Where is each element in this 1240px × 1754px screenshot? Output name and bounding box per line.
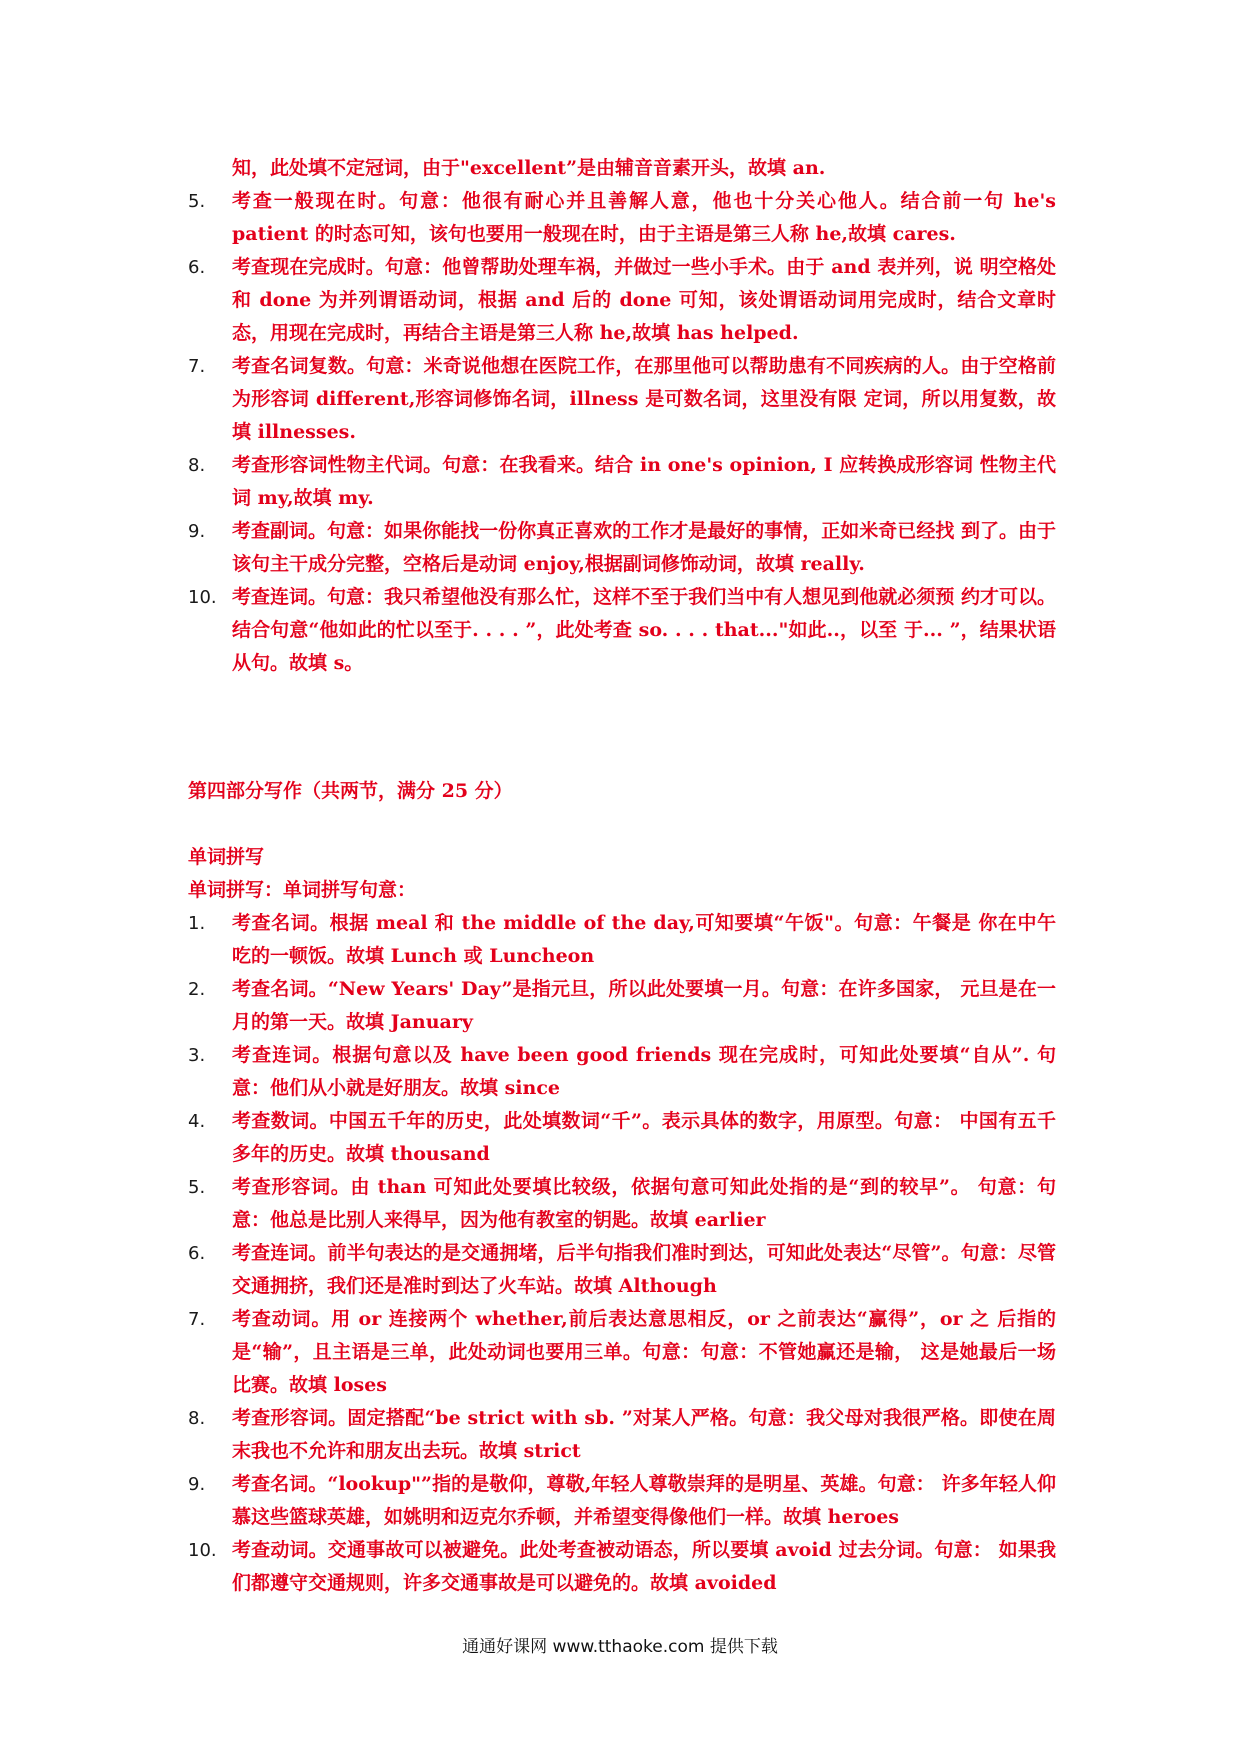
item-text: 考查一般现在时。句意：他很有耐心并且善解人意，他也十分关心他人。结合前一句 he's patient 的时态可知，该句也要用一般现在时，由于主语是第三人称 he,故填 cares.	[232, 190, 1056, 245]
answer-item	[188, 185, 1056, 251]
answer-item	[188, 350, 1056, 449]
item-number: 5.	[188, 1177, 206, 1198]
item-text: 考查名词。“lookup"”指的是敬仰，尊敬,年轻人尊敬崇拜的是明星、英雄。句意： 许多年轻人仰慕这些篮球英雄，如姚明和迈克尔乔顿，并希望变得像他们一样。故填 heroes	[232, 1473, 1056, 1528]
item-text: 考查副词。句意：如果你能找一份你真正喜欢的工作才是最好的事情，正如米奇已经找 到了。由于该句主干成分完整，空格后是动词 enjoy,根据副词修饰动词，故填 really.	[232, 520, 1056, 575]
answer-item	[188, 1039, 1056, 1105]
subsection-heading: 单词拼写	[188, 846, 265, 868]
page-footer: 通通好课网 www.tthaoke.com 提供下载	[462, 1637, 778, 1657]
item-number: 3.	[188, 1045, 206, 1066]
item-number: 10.	[188, 1540, 217, 1561]
item-text: 考查连词。前半句表达的是交通拥堵，后半句指我们准时到达，可知此处表达“尽管”。句意：尽管交通拥挤，我们还是准时到达了火车站。故填 Although	[232, 1242, 1056, 1297]
answer-item	[188, 1402, 1056, 1468]
answer-item	[188, 1303, 1056, 1402]
answer-item	[188, 1171, 1056, 1237]
item-number: 2.	[188, 979, 206, 1000]
item-number: 8.	[188, 1408, 206, 1429]
item-number: 9.	[188, 1474, 206, 1495]
answer-item	[188, 907, 1056, 973]
item-number: 9.	[188, 521, 206, 542]
item-text: 考查形容词性物主代词。句意：在我看来。结合 in one's opinion, I 应转换成形容词 性物主代词 my,故填 my.	[232, 454, 1056, 509]
item-text: 考查名词。“New Years' Day”是指元旦，所以此处要填一月。句意：在许多国家， 元旦是在一月的第一天。故填 January	[232, 978, 1056, 1033]
item-text: 考查名词复数。句意：米奇说他想在医院工作，在那里他可以帮助患有不同疾病的人。由于空格前为形容词 different,形容词修饰名词，illness 是可数名词，这里没有限 定词，所以用复数，故填 illnesses.	[232, 355, 1056, 443]
item-number: 8.	[188, 455, 206, 476]
item-text: 考查名词。根据 meal 和 the middle of the day,可知要填“午饭"。句意：午餐是 你在中午吃的一顿饭。故填 Lunch 或 Luncheon	[232, 912, 1056, 967]
item-text: 考查形容词。固定搭配“be strict with sb. ”对某人严格。句意：我父母对我很严格。即使在周末我也不允许和朋友出去玩。故填 strict	[232, 1407, 1056, 1462]
section-heading: 第四部分写作（共两节，满分 25 分）	[188, 780, 513, 802]
item-number: 7.	[188, 1309, 206, 1330]
item-text: 考查数词。中国五千年的历史，此处填数词“千”。表示具体的数字，用原型。句意： 中国有五千多年的历史。故填 thousand	[232, 1110, 1056, 1165]
answer-item	[188, 1237, 1056, 1303]
item-number: 6.	[188, 1243, 206, 1264]
answer-item	[188, 449, 1056, 515]
item-number: 5.	[188, 191, 206, 212]
item-number: 7.	[188, 356, 206, 377]
item-number: 4.	[188, 1111, 206, 1132]
continued-answer-text: 知，此处填不定冠词，由于"excellent”是由辅音音素开头，故填 an.	[232, 157, 826, 179]
item-number: 1.	[188, 913, 206, 934]
item-text: 考查动词。用 or 连接两个 whether,前后表达意思相反，or 之前表达“赢得”，or 之 后指的是“输”，且主语是三单，此处动词也要用三单。句意：句意：不管她赢还是输， 这是她最后一场比赛。故填 loses	[232, 1308, 1056, 1396]
item-number: 6.	[188, 257, 206, 278]
item-text: 考查连词。根据句意以及 have been good friends 现在完成时，可知此处要填“自从”. 句意：他们从小就是好朋友。故填 since	[232, 1044, 1056, 1099]
item-number: 10.	[188, 587, 217, 608]
answer-item	[188, 1105, 1056, 1171]
answer-item	[188, 515, 1056, 581]
answer-item	[188, 1468, 1056, 1534]
item-text: 考查形容词。由 than 可知此处要填比较级，依据句意可知此处指的是“到的较早”。 句意：句意：他总是比别人来得早，因为他有教室的钥匙。故填 earlier	[232, 1176, 1056, 1231]
answer-item	[188, 251, 1056, 350]
subsection-subheading: 单词拼写：单词拼写句意：	[188, 879, 417, 901]
item-text: 考查动词。交通事故可以被避免。此处考查被动语态，所以要填 avoid 过去分词。句意： 如果我们都遵守交通规则，许多交通事故是可以避免的。故填 avoided	[232, 1539, 1056, 1594]
item-text: 考查现在完成时。句意：他曾帮助处理车祸，并做过一些小手术。由于 and 表并列，说 明空格处和 done 为并列谓语动词，根据 and 后的 done 可知，该处谓语动词用完成时，结合文章时态，用现在完成时，再结合主语是第三人称 he,故填 has helped.	[232, 256, 1056, 344]
item-text: 考查连词。句意：我只希望他没有那么忙，这样不至于我们当中有人想见到他就必须预 约才可以。结合句意“他如此的忙以至于. . . . ”，此处考查 so. . . . that..."如此..，以至 于... ”，结果状语从句。故填 s。	[232, 586, 1056, 674]
answer-item	[188, 973, 1056, 1039]
answer-item	[188, 581, 1056, 680]
answer-item	[188, 1534, 1056, 1600]
